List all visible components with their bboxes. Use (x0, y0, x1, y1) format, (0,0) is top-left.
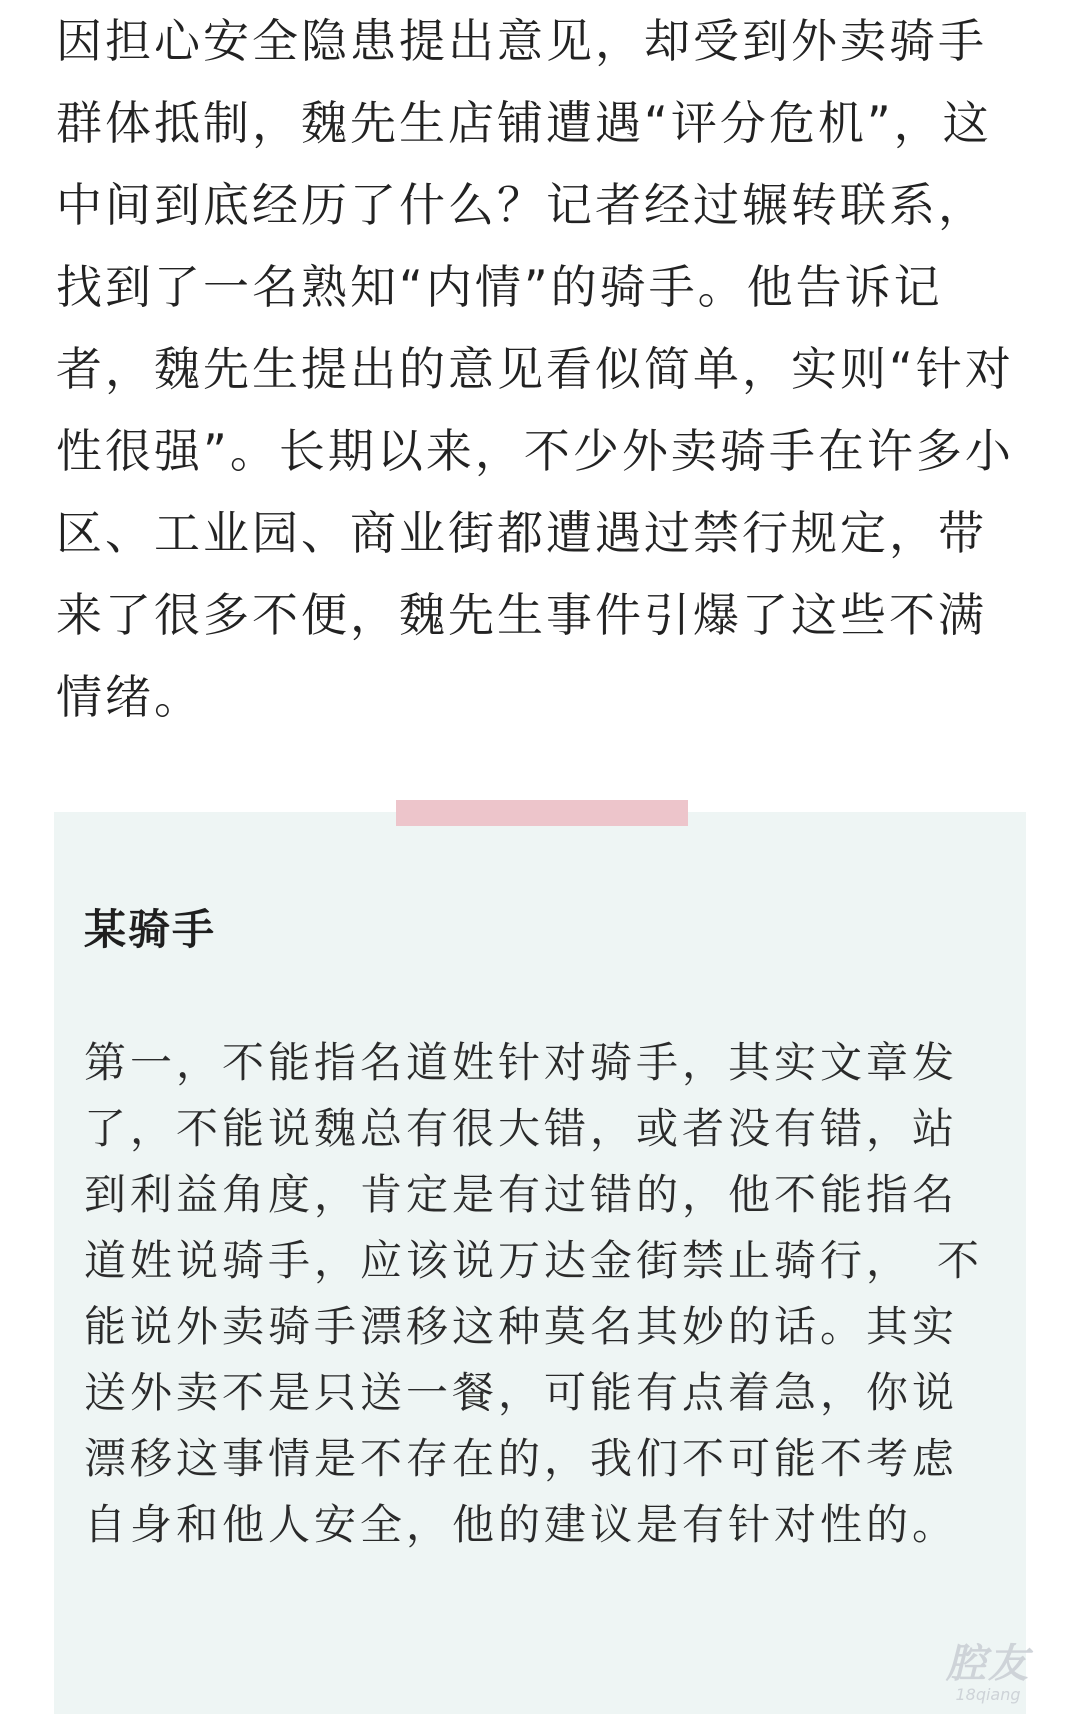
watermark-logo (946, 1642, 1030, 1704)
quote-text: 第一，不能指名道姓针对骑手，其实文章发了，不能说魏总有很大错，或者没有错，站到利益角度，肯定是有过错的，他不能指名道姓说骑手，应该说万达金街禁止骑行， 不能说外卖骑手漂移这种莫名其妙的话。其实送外卖不是只送一餐，可能有点着急，你说漂移这事情是不存在的，我们不可能不考虑自身和他人安全，他的建议是有针对性的。 (84, 1038, 984, 1549)
watermark-sub-text: 18qiang (955, 1685, 1021, 1704)
quote-accent-bar (396, 800, 688, 826)
article-paragraph: 因担心安全隐患提出意见，却受到外卖骑手群体抵制，魏先生店铺遭遇“评分危机”，这中间到底经历了什么？记者经过辗转联系，找到了一名熟知“内情”的骑手。他告诉记者，魏先生提出的意见看似简单，实则“针对性很强”。长期以来，不少外卖骑手在许多小区、工业园、商业街都遭遇过禁行规定，带来了很多不便，魏先生事件引爆了这些不满情绪。 (56, 14, 1014, 724)
watermark-logo-text: 腔友 (946, 1641, 1030, 1687)
quote-speaker: 某骑手 (84, 905, 217, 954)
